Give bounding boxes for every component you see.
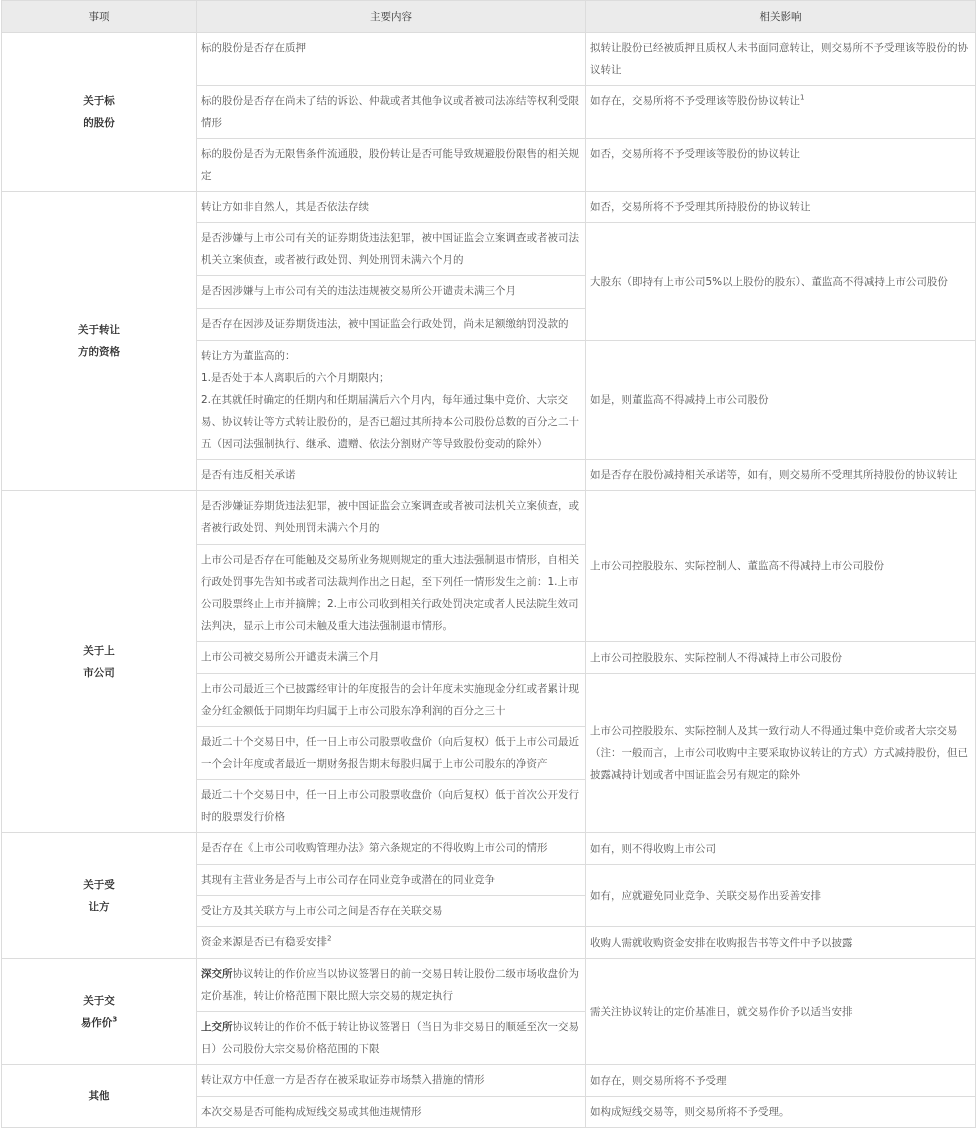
transfer-checklist-table (1, 0, 976, 1128)
content-cell: 是否因涉嫌与上市公司有关的违法违规被交易所公开谴责未满三个月 (197, 276, 586, 309)
category-cell: 关于转让 方的资格 (2, 192, 197, 491)
table-row (2, 1065, 976, 1097)
category-cell: 关于交 易作价$^3$ (2, 959, 197, 1065)
content-cell: 上市公司被交易所公开谴责未满三个月 (197, 642, 586, 674)
table-row (2, 833, 976, 865)
impact-cell: 如是，则董监高不得减持上市公司股份 (586, 341, 976, 460)
content-cell (197, 341, 586, 460)
content-cell: 转让方如非自然人，其是否依法存续 (197, 192, 586, 223)
content-cell: 最近二十个交易日中，任一日上市公司股票收盘价（向后复权）低于首次公开发行时的股票发行价格 (197, 780, 586, 833)
header-item: 事项 (2, 1, 197, 33)
content-cell: 其现有主营业务是否与上市公司存在同业竞争或潜在的同业竞争 (197, 865, 586, 896)
content-line: 2.在其就任时确定的任期内和任期届满后六个月内，每年通过集中竞价、大宗交易、协议转让等方式转让股份的，是否已超过其所持本公司股份总数的百分之二十五（因司法强制执行、继承、遗赠、依法分割财产等导致股份变动的除外） (201, 394, 579, 450)
footnote-ref: 3 (112, 1015, 118, 1023)
content-cell: 是否存在因涉及证券期货违法，被中国证监会行政处罚，尚未足额缴纳罚没款的 (197, 309, 586, 341)
impact-cell-merged: 大股东（即持有上市公司5%以上股份的股东）、董监高不得减持上市公司股份 (586, 223, 976, 341)
header-impact: 相关影响 (586, 1, 976, 33)
impact-cell: 如构成短线交易等，则交易所将不予受理。 (586, 1097, 976, 1128)
content-cell: 上交所协议转让的作价不低于转让协议签署日（当日为非交易日的顺延至次一交易日）公司股份大宗交易价格范围的下限 (197, 1012, 586, 1065)
content-cell: 资金来源是否已有稳妥安排$^2$ (197, 927, 586, 959)
exchange-name: 上交所 (201, 1021, 233, 1033)
impact-cell: 上市公司控股股东、实际控制人不得减持上市公司股份 (586, 642, 976, 674)
content-cell: 标的股份是否为无限售条件流通股，股份转让是否可能导致规避股份限售的相关规定 (197, 139, 586, 192)
content-cell: 转让双方中任意一方是否存在被采取证券市场禁入措施的情形 (197, 1065, 586, 1097)
impact-cell-merged: 上市公司控股股东、实际控制人、董监高不得减持上市公司股份 (586, 491, 976, 642)
content-cell: 深交所协议转让的作价应当以协议签署日的前一交易日转让股份二级市场收盘价为定价基准，转让价格范围下限比照大宗交易的规定执行 (197, 959, 586, 1012)
table-row (2, 192, 976, 223)
exchange-name: 深交所 (201, 968, 233, 980)
content-cell: 标的股份是否存在尚未了结的诉讼、仲裁或者其他争议或者被司法冻结等权利受限情形 (197, 86, 586, 139)
impact-cell: 如是否存在股份减持相关承诺等，如有，则交易所不受理其所持股份的协议转让 (586, 460, 976, 491)
content-cell: 标的股份是否存在质押 (197, 33, 586, 86)
footnote-ref: 2 (327, 934, 332, 943)
content-cell: 上市公司最近三个已披露经审计的年度报告的会计年度未实施现金分红或者累计现金分红金额低于同期年均归属于上市公司股东净利润的百分之三十 (197, 674, 586, 727)
category-cell: 其他 (2, 1065, 197, 1128)
table-row (2, 959, 976, 1012)
content-line: 1.是否处于本人离职后的六个月期限内； (201, 372, 390, 384)
table-row (2, 33, 976, 86)
category-cell: 关于标 的股份 (2, 33, 197, 192)
header-content: 主要内容 (197, 1, 586, 33)
content-cell: 是否涉嫌证券期货违法犯罪，被中国证监会立案调查或者被司法机关立案侦查，或者被行政处罚、判处刑罚未满六个月的 (197, 491, 586, 545)
category-cell: 关于受 让方 (2, 833, 197, 959)
impact-cell: 拟转让股份已经被质押且质权人未书面同意转让，则交易所不予受理该等股份的协议转让 (586, 33, 976, 86)
impact-cell: 如有，则不得收购上市公司 (586, 833, 976, 865)
content-line: 转让方为董监高的： (201, 350, 296, 362)
category-cell: 关于上 市公司 (2, 491, 197, 833)
impact-cell: 收购人需就收购资金安排在收购报告书等文件中予以披露 (586, 927, 976, 959)
content-cell: 受让方及其关联方与上市公司之间是否存在关联交易 (197, 896, 586, 927)
impact-cell: 如存在，交易所将不予受理该等股份协议转让$^1$ (586, 86, 976, 139)
content-cell: 是否涉嫌与上市公司有关的证券期货违法犯罪，被中国证监会立案调查或者被司法机关立案侦查，或者被行政处罚、判处刑罚未满六个月的 (197, 223, 586, 276)
content-cell: 上市公司是否存在可能触及交易所业务规则规定的重大违法强制退市情形，自相关行政处罚事先告知书或者司法裁判作出之日起，至下列任一情形发生之前：1.上市公司股票终止上市并摘牌；2.上市公司收到相关行政处罚决定或者人民法院生效司法判决，显示上市公司未触及重大违法强制退市情形。 (197, 545, 586, 642)
impact-cell-merged: 上市公司控股股东、实际控制人及其一致行动人不得通过集中竞价或者大宗交易（注：一般而言，上市公司收购中主要采取协议转让的方式）方式减持股份，但已披露减持计划或者中国证监会另有规定的除外 (586, 674, 976, 833)
footnote-ref: 1 (800, 93, 805, 102)
impact-cell-merged: 如有，应就避免同业竞争、关联交易作出妥善安排 (586, 865, 976, 927)
content-cell: 是否有违反相关承诺 (197, 460, 586, 491)
table-row (2, 491, 976, 545)
content-cell: 是否存在《上市公司收购管理办法》第六条规定的不得收购上市公司的情形 (197, 833, 586, 865)
content-cell: 最近二十个交易日中，任一日上市公司股票收盘价（向后复权）低于上市公司最近一个会计年度或者最近一期财务报告期末每股归属于上市公司股东的净资产 (197, 727, 586, 780)
content-cell: 本次交易是否可能构成短线交易或其他违规情形 (197, 1097, 586, 1128)
impact-cell: 如否，交易所将不予受理该等股份的协议转让 (586, 139, 976, 192)
impact-cell: 如否，交易所将不予受理其所持股份的协议转让 (586, 192, 976, 223)
impact-cell-merged: 需关注协议转让的定价基准日，就交易作价予以适当安排 (586, 959, 976, 1065)
table-header-row (2, 1, 976, 33)
impact-cell: 如存在，则交易所将不予受理 (586, 1065, 976, 1097)
